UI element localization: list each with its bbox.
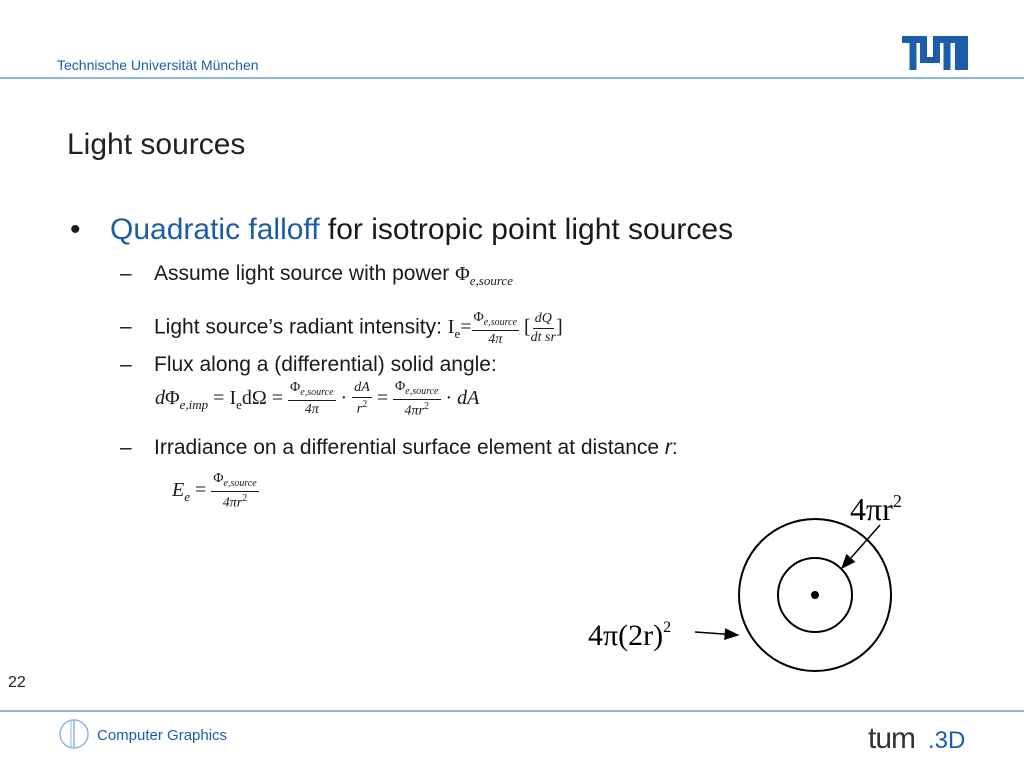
intensity-formula: $I_e=$ $\frac{\Phi_{e,source}}{4\pi}$ [ $\frac{dQ}{\text{dt sr}}$ ] (447, 310, 563, 347)
bullet-highlight: Quadratic falloff (110, 213, 320, 246)
sub-dash: – (120, 315, 132, 339)
sub-bullet-flux (120, 353, 497, 377)
university-name: Technische Universität München (57, 57, 259, 73)
sub-dash: – (120, 436, 132, 459)
tum-logo (902, 36, 968, 70)
bullet-text: for isotropic point light sources (319, 213, 734, 246)
svg-text:tum: tum (868, 722, 916, 752)
bullet-marker: • (70, 213, 81, 246)
sub-text: Irradiance on a differential surface element at distance (154, 436, 665, 459)
globe-icon (58, 718, 90, 750)
course-name: Computer Graphics (97, 727, 228, 744)
falloff-diagram (560, 480, 960, 680)
inner-area-label: $4\pi r^2$ (850, 491, 902, 527)
sub-tail: : (671, 436, 678, 459)
sub-text: Assume light source with power (154, 262, 456, 285)
slide-title: Light sources (67, 128, 246, 161)
sub-text: Flux along a (differential) solid angle: (154, 353, 497, 376)
power-symbol: $\Phi_{e,source}$ (455, 263, 513, 288)
outer-arrow (695, 632, 738, 635)
footer-divider (0, 710, 1024, 712)
svg-text:.3D: .3D (928, 727, 966, 752)
sub-text: Light source’s radiant intensity: (154, 315, 448, 339)
irradiance-formula: $E_e$ = $\frac{\Phi_{e,source}}{4\pi r^2}$ (172, 471, 257, 511)
outer-area-label: $4\pi(2r)^2$ (588, 619, 672, 652)
sub-bullet-power (120, 262, 513, 289)
sub-bullet-irradiance (120, 436, 678, 460)
flux-formula: $d\Phi_{e,imp} = I_ed\Omega$ = $\frac{\Phi_{e,source}}{4\pi}$ · $\frac{dA}{r^2}$ = $\frac{\Phi_{e,source}}{4\pi r^2}$ · dA (155, 379, 480, 419)
sub-bullet-intensity (120, 311, 563, 347)
tum3d-logo (868, 718, 968, 752)
sub-dash: – (120, 262, 132, 285)
sub-dash: – (120, 353, 132, 376)
point-light (811, 591, 819, 599)
page-number: 22 (8, 674, 26, 691)
header-divider (0, 77, 1024, 79)
sub-var: r (664, 436, 672, 459)
bullet-point (70, 213, 733, 247)
